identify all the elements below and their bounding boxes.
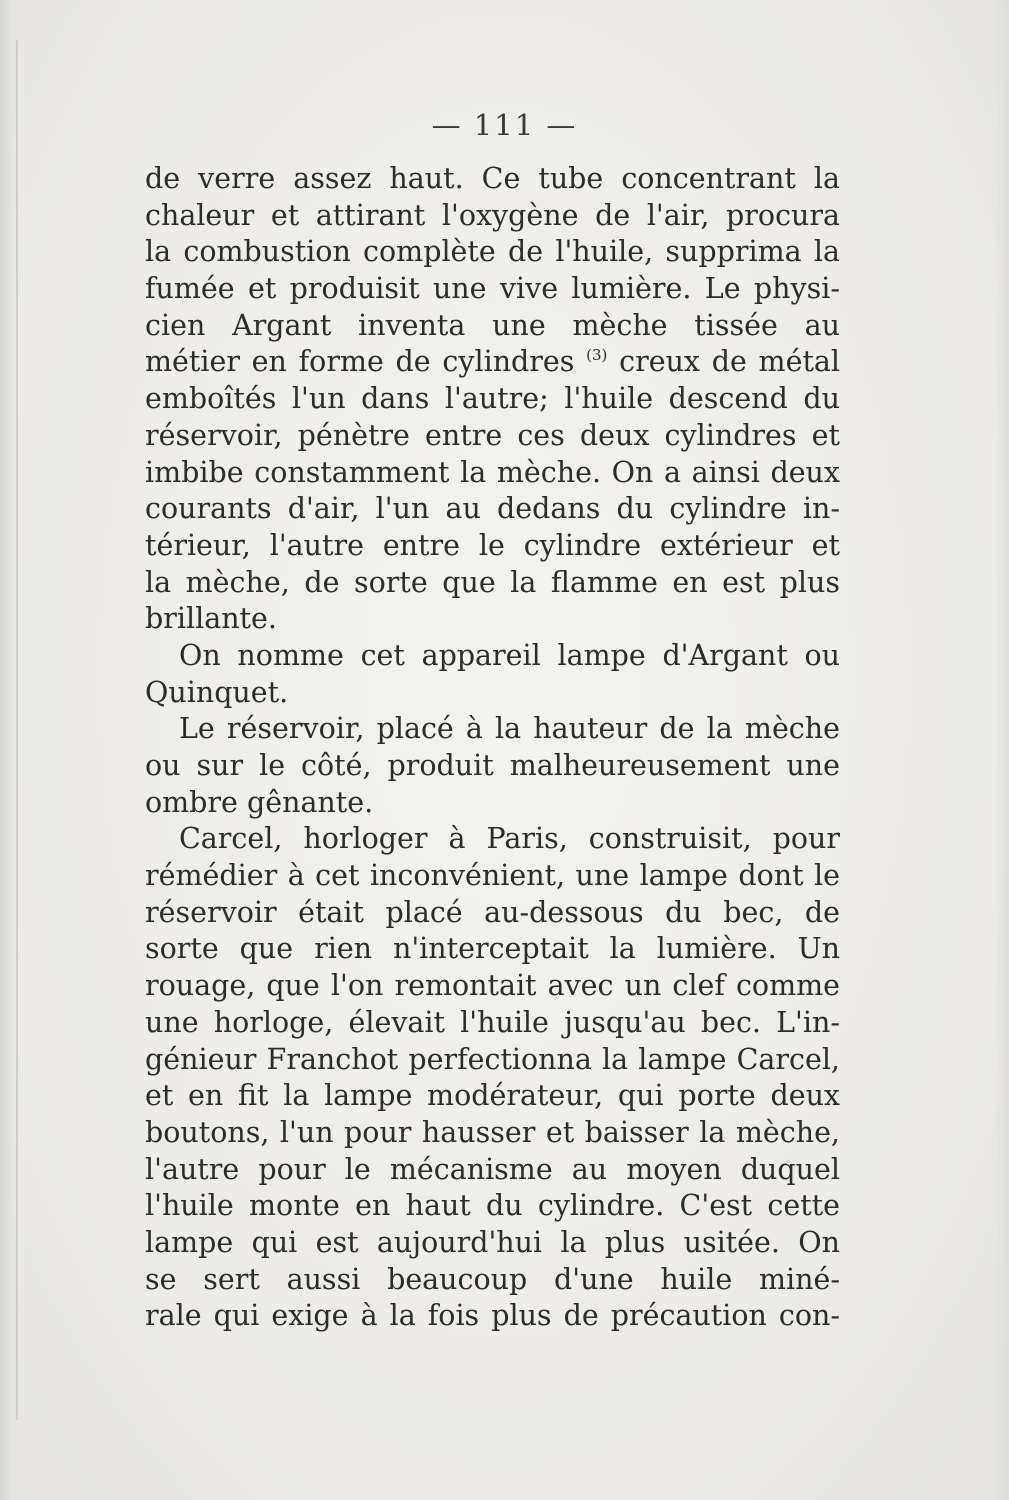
text-line: et en fit la lampe modérateur, qui porte deux	[145, 1079, 840, 1113]
page-right-edge	[995, 0, 1009, 1500]
text-line: réservoir, pénètre entre ces deux cylindres et	[145, 418, 840, 452]
text-line: réservoir était placé au-dessous du bec, de	[145, 895, 840, 929]
text-line: cien Argant inventa une mèche tissée au	[145, 308, 840, 342]
text-line: la mèche, de sorte que la flamme en est plus	[145, 565, 840, 599]
text-line: ombre gênante.	[145, 785, 374, 819]
footnote-marker: (3)	[586, 346, 608, 365]
text-line: brillante.	[145, 602, 277, 636]
text-line: se sert aussi beaucoup d'une huile miné-	[145, 1262, 840, 1296]
text-line: lampe qui est aujourd'hui la plus usitée. On	[145, 1225, 840, 1259]
text-line: emboîtés l'un dans l'autre; l'huile descend du	[145, 382, 840, 416]
text-segment: creux de métal	[619, 345, 840, 379]
text-line: ou sur le côté, produit malheureusement une	[145, 749, 840, 782]
text-line: génieur Franchot perfectionna la lampe Carcel,	[145, 1042, 840, 1076]
text-line: sorte que rien n'interceptait la lumière. Un	[145, 932, 840, 966]
text-line: rémédier à cet inconvénient, une lampe dont le	[145, 859, 840, 893]
text-line: Le réservoir, placé à la hauteur de la mèche	[179, 712, 840, 746]
text-line: boutons, l'un pour hausser et baisser la mèche,	[145, 1115, 840, 1149]
text-line: rale qui exige à la fois plus de précaution con-	[145, 1299, 840, 1333]
text-segment: métier en forme de cylindres	[145, 345, 575, 379]
text-line: une horloge, élevait l'huile jusqu'au bec. L'in-	[145, 1005, 840, 1039]
text-line: chaleur et attirant l'oxygène de l'air, procura	[145, 198, 840, 232]
text-line-with-footnote	[145, 344, 840, 381]
text-line: Quinquet.	[145, 675, 289, 709]
text-line: imbibe constamment la mèche. On a ainsi deux	[145, 455, 840, 489]
text-line: Carcel, horloger à Paris, construisit, pour	[179, 822, 840, 856]
text-line: l'autre pour le mécanisme au moyen duquel	[145, 1152, 840, 1186]
page-binding-line	[16, 40, 18, 1420]
text-line: rouage, que l'on remontait avec un clef comme	[145, 969, 840, 1003]
text-line: l'huile monte en haut du cylindre. C'est cette	[145, 1189, 840, 1223]
text-line: courants d'air, l'un au dedans du cylindre in-	[145, 492, 840, 526]
text-line: fumée et produisit une vive lumière. Le physi-	[145, 272, 840, 306]
text-line: térieur, l'autre entre le cylindre extérieur et	[145, 528, 840, 562]
body-text	[145, 161, 840, 1335]
text-line: On nomme cet appareil lampe d'Argant ou	[179, 638, 840, 672]
page-number: — 111 —	[431, 108, 578, 142]
text-line: la combustion complète de l'huile, supprima la	[145, 235, 840, 269]
text-line: de verre assez haut. Ce tube concentrant la	[145, 162, 840, 195]
